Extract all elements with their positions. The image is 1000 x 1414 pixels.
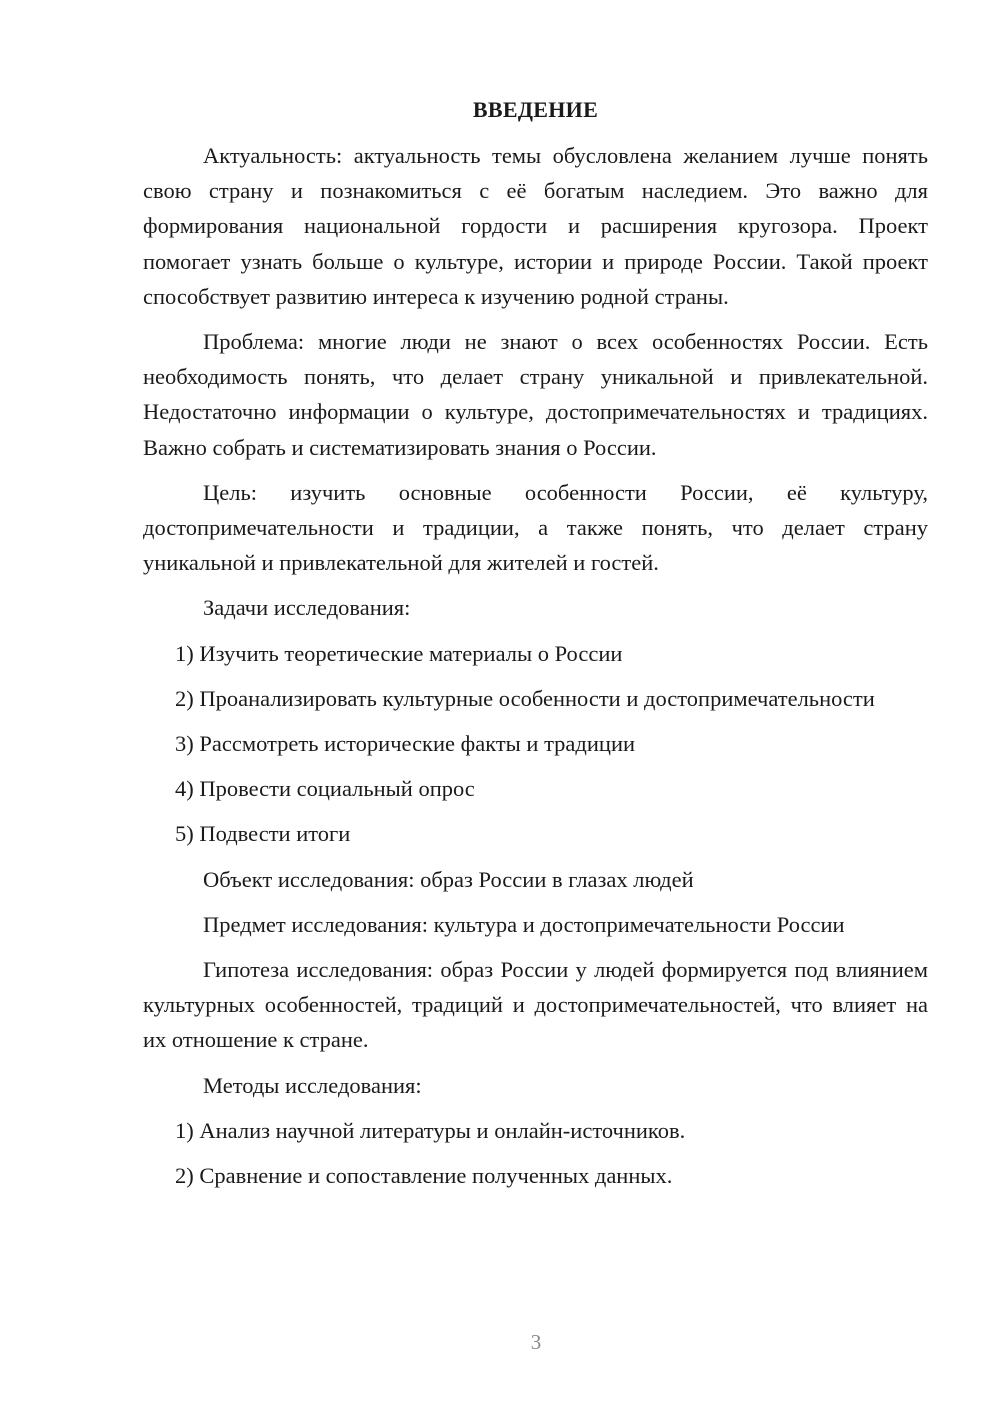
task-item-1: 1) Изучить теоретические материалы о России xyxy=(175,640,623,666)
document-page xyxy=(143,92,928,1203)
problem-paragraph: Проблема: многие люди не знают о всех особенностях России. Есть необходимость понять, что делает страну уникальной и привлекательной. Недостаточно информации о культуре, достопримечательностях и традициях. Важно собрать и систематизировать знания о России. xyxy=(143,329,928,460)
object-paragraph: Объект исследования: образ России в глазах людей xyxy=(203,866,694,892)
page-title: ВВЕДЕНИЕ xyxy=(472,97,599,122)
relevance-paragraph: Актуальность: актуальность темы обусловлена желанием лучше понять свою страну и познакомиться с её богатым наследием. Это важно для формирования национальной гордости и расширения кругозора. Проект помогает узнать больше о культуре, истории и природе России. Такой проект способствует развитию интереса к изучению родной страны. xyxy=(143,143,928,309)
subject-paragraph: Предмет исследования: культура и достопримечательности России xyxy=(203,911,845,937)
page-number: 3 xyxy=(530,1330,542,1354)
task-item-3: 3) Рассмотреть исторические факты и традиции xyxy=(175,731,636,757)
method-item-1: 1) Анализ научной литературы и онлайн-источников. xyxy=(175,1117,686,1143)
tasks-heading: Задачи исследования: xyxy=(203,595,411,621)
methods-heading: Методы исследования: xyxy=(203,1072,422,1098)
hypothesis-paragraph: Гипотеза исследования: образ России у людей формируется под влиянием культурных особенностей, традиций и достопримечательностей, что влияет на их отношение к стране. xyxy=(143,957,928,1053)
task-item-2: 2) Проанализировать культурные особенности и достопримечательности xyxy=(175,685,875,711)
task-item-4: 4) Провести социальный опрос xyxy=(175,776,475,802)
method-item-2: 2) Сравнение и сопоставление полученных данных. xyxy=(175,1163,673,1189)
goal-paragraph: Цель: изучить основные особенности России, её культуру, достопримечательности и традиции, а также понять, что делает страну уникальной и привлекательной для жителей и гостей. xyxy=(143,479,928,576)
task-item-5: 5) Подвести итоги xyxy=(175,821,351,847)
